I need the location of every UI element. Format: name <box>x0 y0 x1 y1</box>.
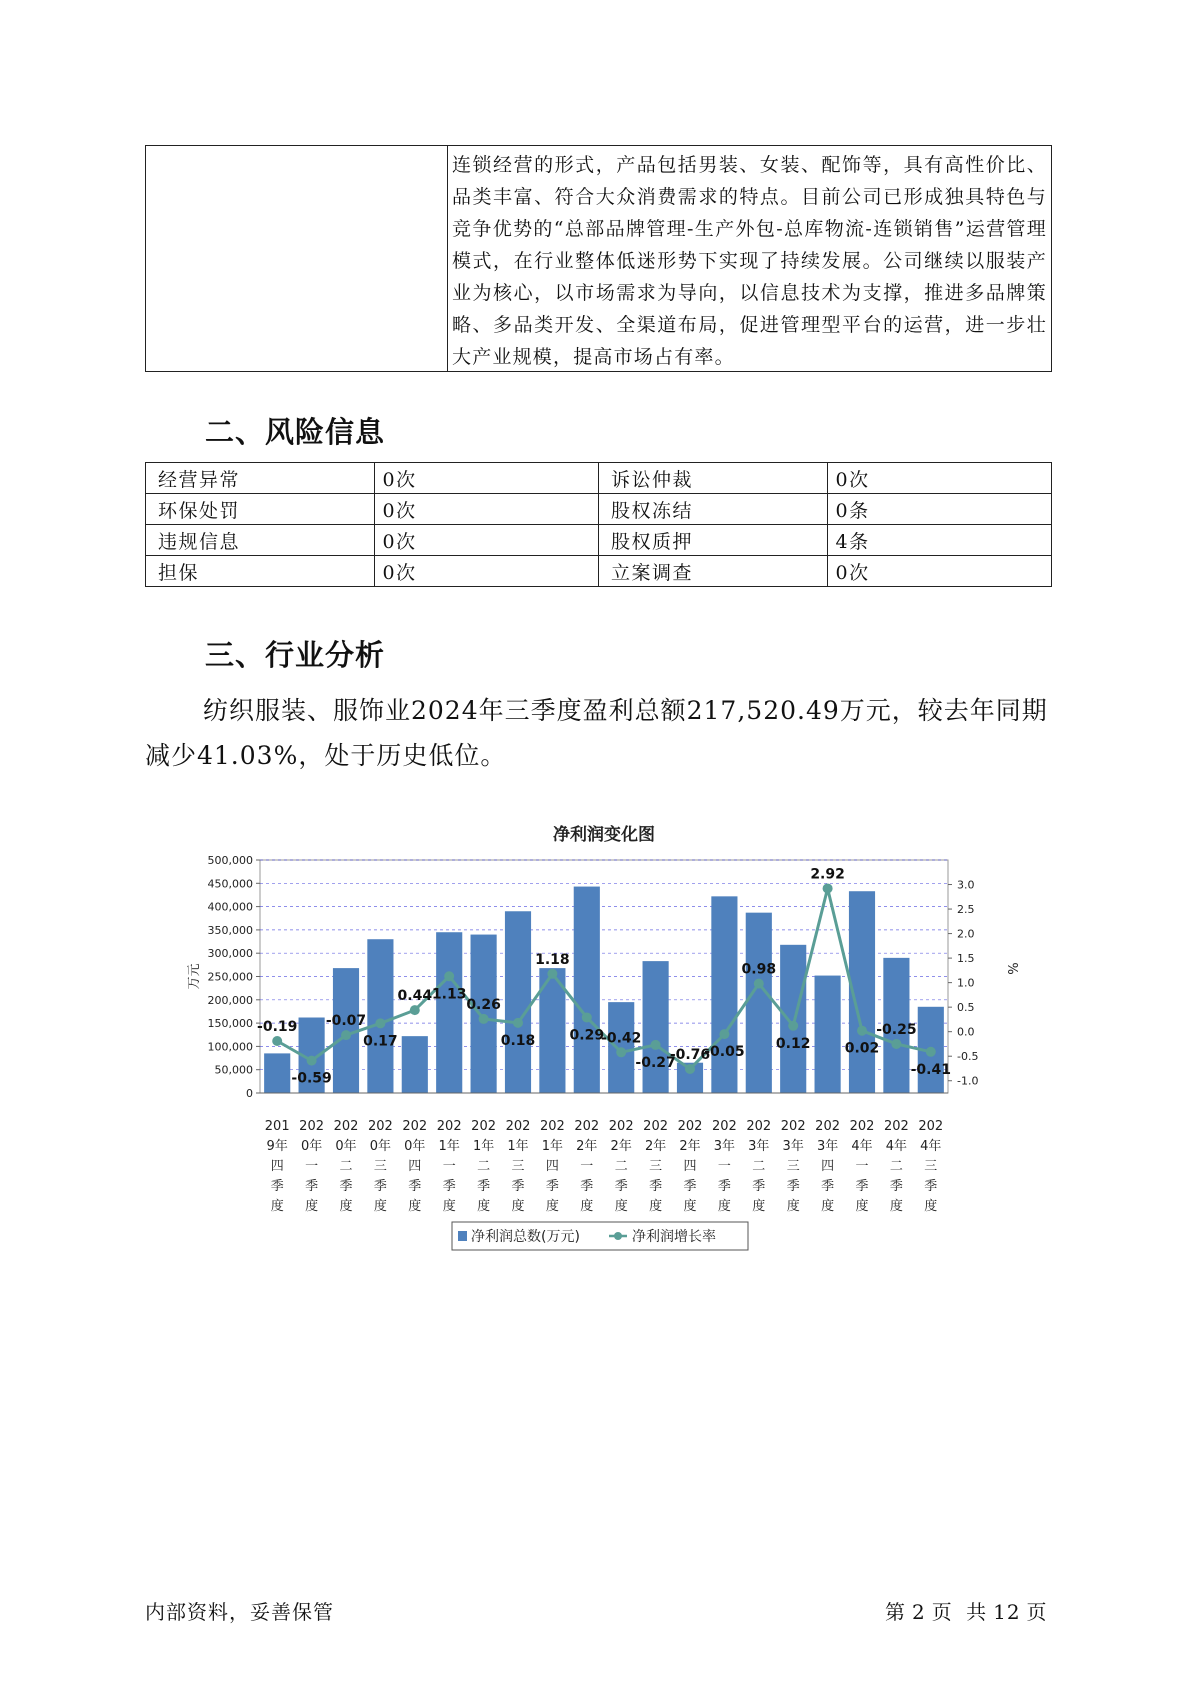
x-tick-label: 202 <box>918 1119 944 1134</box>
bar <box>780 945 806 1093</box>
legend-line-marker <box>614 1232 622 1240</box>
x-tick-label: 度 <box>752 1199 766 1214</box>
x-tick-label: 四 <box>408 1159 422 1174</box>
x-tick-label: 0年 <box>404 1139 426 1154</box>
x-tick-label: 度 <box>408 1199 422 1214</box>
x-tick-label: 一 <box>717 1159 731 1174</box>
bar <box>643 961 669 1093</box>
x-tick-label: 季 <box>614 1179 628 1194</box>
x-tick-label: 度 <box>270 1199 284 1214</box>
data-label: -0.19 <box>257 1019 298 1036</box>
growth-point <box>444 971 454 981</box>
data-label: 0.44 <box>397 988 433 1005</box>
bar <box>574 887 600 1093</box>
x-tick-label: 一 <box>855 1159 869 1174</box>
x-tick-label: 202 <box>677 1119 703 1134</box>
x-tick-label: 季 <box>752 1179 766 1194</box>
growth-point <box>719 1029 729 1039</box>
x-tick-label: 季 <box>511 1179 525 1194</box>
table-label-cell <box>146 146 448 371</box>
x-tick-label: 度 <box>614 1199 628 1214</box>
data-label: 0.12 <box>775 1035 811 1052</box>
risk-value: 0次 <box>374 525 598 556</box>
growth-point <box>410 1005 420 1015</box>
risk-label: 诉讼仲裁 <box>598 463 827 494</box>
x-tick-label: 三 <box>786 1159 800 1174</box>
x-tick-label: 2年 <box>576 1139 598 1154</box>
y-tick-label: 50,000 <box>214 1063 253 1077</box>
x-tick-label: 3年 <box>713 1139 736 1154</box>
x-tick-label: 度 <box>683 1199 697 1214</box>
x-tick-label: 季 <box>717 1179 731 1194</box>
data-label: 0.29 <box>569 1027 605 1044</box>
risk-value: 0次 <box>374 463 598 494</box>
x-tick-label: 202 <box>746 1119 772 1134</box>
x-tick-label: 202 <box>367 1119 393 1134</box>
bar <box>505 911 531 1093</box>
risk-value: 0次 <box>827 556 1051 587</box>
total-prefix: 共 <box>966 1600 988 1624</box>
x-tick-label: 度 <box>821 1199 835 1214</box>
x-tick-label: 季 <box>305 1179 319 1194</box>
x-tick-label: 四 <box>821 1159 835 1174</box>
x-tick-label: 季 <box>339 1179 353 1194</box>
growth-point <box>307 1056 317 1066</box>
y-axis-label: 万元 <box>187 963 202 990</box>
data-label: 0.26 <box>466 996 501 1013</box>
business-description-text: 连锁经营的形式，产品包括男装、女装、配饰等，具有高性价比、品类丰富、符合大众消费需求的特点。目前公司已形成独具特色与竞争优势的“总部品牌管理-生产外包-总库物流-连锁销售”运营管理模式，在行业整体低迷形势下实现了持续发展。公司继续以服装产业为核心，以市场需求为导向，以信息技术为支撑，推进多品牌策略、多品类开发、全渠道布局，促进管理型平台的运营，进一步壮大产业规模，提高市场占有率。 <box>452 154 1047 368</box>
data-label: -0.05 <box>704 1044 745 1061</box>
risk-value: 4条 <box>827 525 1051 556</box>
data-label: -0.27 <box>635 1054 676 1071</box>
x-tick-label: 202 <box>643 1119 669 1134</box>
growth-point <box>823 883 833 893</box>
y2-tick-label: 0.0 <box>957 1025 975 1039</box>
x-tick-label: 3年 <box>816 1139 839 1154</box>
x-tick-label: 四 <box>545 1159 559 1174</box>
data-label: -0.42 <box>601 1030 642 1047</box>
growth-point <box>582 1012 592 1022</box>
bar <box>471 935 497 1093</box>
x-tick-label: 202 <box>471 1119 497 1134</box>
chart-svg <box>180 810 1020 1260</box>
x-tick-label: 季 <box>373 1179 387 1194</box>
growth-point <box>513 1018 523 1028</box>
x-tick-label: 1年 <box>541 1139 564 1154</box>
bar <box>367 939 393 1093</box>
growth-point <box>616 1047 626 1057</box>
legend-bar-swatch <box>458 1231 467 1241</box>
total-word: 页 <box>1026 1600 1048 1624</box>
data-label: -0.41 <box>910 1061 951 1078</box>
industry-paragraph-text: 纺织服装、服饰业2024年三季度盈利总额217,520.49万元，较去年同期减少41.03%，处于历史低位。 <box>145 696 1048 770</box>
growth-point <box>651 1040 661 1050</box>
x-tick-label: 202 <box>711 1119 737 1134</box>
y-tick-label: 300,000 <box>207 947 253 961</box>
page-word: 页 <box>931 1600 953 1624</box>
y2-tick-label: 1.0 <box>957 976 975 990</box>
bar <box>402 1036 428 1093</box>
growth-point <box>891 1039 901 1049</box>
x-tick-label: 度 <box>511 1199 525 1214</box>
legend-bar-label: 净利润总数(万元) <box>471 1229 580 1245</box>
x-tick-label: 二 <box>752 1159 766 1174</box>
x-tick-label: 202 <box>574 1119 600 1134</box>
x-tick-label: 度 <box>924 1199 938 1214</box>
table-row <box>146 556 1052 587</box>
risk-label: 股权质押 <box>598 525 827 556</box>
x-tick-label: 202 <box>402 1119 428 1134</box>
risk-label: 违规信息 <box>146 525 375 556</box>
data-label: 0.18 <box>500 1032 536 1049</box>
x-tick-label: 2年 <box>644 1139 667 1154</box>
y-tick-label: 350,000 <box>207 923 253 937</box>
growth-point <box>857 1026 867 1036</box>
x-tick-label: 202 <box>815 1119 841 1134</box>
y-tick-label: 200,000 <box>207 993 253 1007</box>
y2-tick-label: 1.5 <box>957 952 975 966</box>
y2-tick-label: -0.5 <box>957 1050 979 1064</box>
x-tick-label: 202 <box>883 1119 909 1134</box>
industry-paragraph <box>145 688 1055 778</box>
x-tick-label: 季 <box>889 1179 903 1194</box>
y2-tick-label: -1.0 <box>957 1074 979 1088</box>
x-tick-label: 季 <box>821 1179 835 1194</box>
x-tick-label: 季 <box>649 1179 663 1194</box>
x-tick-label: 一 <box>305 1159 319 1174</box>
growth-point <box>479 1014 489 1024</box>
x-tick-label: 季 <box>924 1179 938 1194</box>
y-tick-label: 500,000 <box>207 854 253 867</box>
y-tick-label: 450,000 <box>207 877 253 891</box>
x-tick-label: 202 <box>436 1119 462 1134</box>
y-tick-label: 250,000 <box>207 970 253 984</box>
y-tick-label: 400,000 <box>207 900 253 914</box>
x-tick-label: 季 <box>683 1179 697 1194</box>
growth-point <box>547 969 557 979</box>
x-tick-label: 4年 <box>885 1139 908 1154</box>
x-tick-label: 1年 <box>507 1139 529 1154</box>
growth-point <box>788 1021 798 1031</box>
x-tick-label: 季 <box>855 1179 869 1194</box>
x-tick-label: 四 <box>270 1159 284 1174</box>
x-tick-label: 三 <box>649 1159 663 1174</box>
y-tick-label: 150,000 <box>207 1017 253 1031</box>
data-label: 0.02 <box>844 1040 880 1057</box>
growth-point <box>341 1030 351 1040</box>
x-tick-label: 三 <box>924 1159 938 1174</box>
x-tick-label: 度 <box>580 1199 594 1214</box>
x-tick-label: 9年 <box>266 1139 288 1154</box>
data-label: -0.25 <box>876 1021 917 1038</box>
risk-label: 环保处罚 <box>146 494 375 525</box>
data-label: -0.59 <box>291 1070 332 1087</box>
x-tick-label: 202 <box>849 1119 875 1134</box>
x-tick-label: 季 <box>270 1179 284 1194</box>
x-tick-label: 3年 <box>782 1139 804 1154</box>
data-label: -0.76 <box>669 1046 711 1063</box>
x-tick-label: 0年 <box>300 1139 323 1154</box>
x-tick-label: 3年 <box>748 1139 770 1154</box>
risk-value: 0次 <box>374 556 598 587</box>
section-title-industry: 三、行业分析 <box>205 638 386 672</box>
risk-label: 经营异常 <box>146 463 375 494</box>
x-tick-label: 202 <box>539 1119 565 1134</box>
x-tick-label: 202 <box>608 1119 634 1134</box>
x-tick-label: 三 <box>511 1159 525 1174</box>
data-label: 2.92 <box>810 866 845 883</box>
data-label: 1.13 <box>431 986 467 1003</box>
x-tick-label: 一 <box>580 1159 594 1174</box>
bar <box>711 896 737 1093</box>
x-tick-label: 季 <box>786 1179 800 1194</box>
x-tick-label: 0年 <box>335 1139 357 1154</box>
x-tick-label: 季 <box>545 1179 559 1194</box>
growth-point <box>685 1064 695 1074</box>
x-tick-label: 202 <box>333 1119 359 1134</box>
data-label: 0.17 <box>363 1033 398 1050</box>
y2-tick-label: 3.0 <box>957 878 975 892</box>
footer-confidential-note: 内部资料，妥善保管 <box>145 1600 334 1624</box>
section-title-risk: 二、风险信息 <box>205 415 386 449</box>
x-tick-label: 度 <box>339 1199 353 1214</box>
data-label: 0.98 <box>741 961 777 978</box>
y2-axis-label: % <box>1004 962 1019 975</box>
x-tick-label: 0年 <box>369 1139 392 1154</box>
y-tick-label: 0 <box>246 1087 253 1100</box>
risk-label: 股权冻结 <box>598 494 827 525</box>
data-label: -0.07 <box>325 1013 367 1030</box>
bar <box>746 913 772 1093</box>
risk-value: 0条 <box>827 494 1051 525</box>
x-tick-label: 2年 <box>679 1139 701 1154</box>
legend-line-label: 净利润增长率 <box>632 1229 716 1245</box>
x-tick-label: 度 <box>477 1199 491 1214</box>
business-description-table <box>145 145 1052 372</box>
chart-title: 净利润变化图 <box>553 825 655 845</box>
table-row <box>146 494 1052 525</box>
risk-value: 0次 <box>374 494 598 525</box>
total-pages: 12 <box>993 1600 1021 1624</box>
x-tick-label: 2年 <box>610 1139 632 1154</box>
y-tick-label: 100,000 <box>207 1040 253 1054</box>
growth-point <box>375 1018 385 1028</box>
table-row <box>146 463 1052 494</box>
x-tick-label: 季 <box>408 1179 422 1194</box>
bar <box>815 976 841 1093</box>
page-number: 2 <box>912 1600 926 1624</box>
x-tick-label: 202 <box>299 1119 325 1134</box>
bar <box>264 1053 290 1093</box>
x-tick-label: 二 <box>614 1159 628 1174</box>
x-tick-label: 度 <box>545 1199 559 1214</box>
risk-value: 0次 <box>827 463 1051 494</box>
x-tick-label: 度 <box>442 1199 456 1214</box>
x-tick-label: 二 <box>889 1159 903 1174</box>
x-tick-label: 度 <box>717 1199 731 1214</box>
x-tick-label: 度 <box>786 1199 800 1214</box>
x-tick-label: 度 <box>373 1199 387 1214</box>
x-tick-label: 二 <box>339 1159 353 1174</box>
risk-label: 立案调查 <box>598 556 827 587</box>
x-tick-label: 1年 <box>472 1139 495 1154</box>
x-tick-label: 4年 <box>851 1139 873 1154</box>
growth-point <box>754 979 764 989</box>
x-tick-label: 度 <box>855 1199 869 1214</box>
x-tick-label: 202 <box>505 1119 531 1134</box>
growth-point <box>272 1036 282 1046</box>
risk-info-table <box>145 462 1052 587</box>
x-tick-label: 1年 <box>438 1139 460 1154</box>
footer-page-number <box>885 1596 1054 1625</box>
x-tick-label: 度 <box>889 1199 903 1214</box>
y2-tick-label: 2.5 <box>957 903 975 917</box>
growth-point <box>926 1047 936 1057</box>
x-tick-label: 四 <box>683 1159 697 1174</box>
risk-label: 担保 <box>146 556 375 587</box>
x-tick-label: 季 <box>477 1179 491 1194</box>
x-tick-label: 季 <box>442 1179 456 1194</box>
net-profit-chart <box>180 810 1020 1260</box>
x-tick-label: 度 <box>649 1199 663 1214</box>
x-tick-label: 一 <box>442 1159 456 1174</box>
x-tick-label: 4年 <box>920 1139 942 1154</box>
x-tick-label: 二 <box>477 1159 491 1174</box>
x-tick-label: 三 <box>373 1159 387 1174</box>
x-tick-label: 度 <box>305 1199 319 1214</box>
y2-tick-label: 2.0 <box>957 927 975 941</box>
bar <box>436 932 462 1093</box>
page-prefix: 第 <box>885 1600 906 1624</box>
x-tick-label: 季 <box>580 1179 594 1194</box>
x-tick-label: 201 <box>264 1119 290 1134</box>
y2-tick-label: 0.5 <box>957 1001 975 1015</box>
x-tick-label: 202 <box>780 1119 806 1134</box>
data-label: 1.18 <box>535 951 570 968</box>
table-row <box>146 525 1052 556</box>
